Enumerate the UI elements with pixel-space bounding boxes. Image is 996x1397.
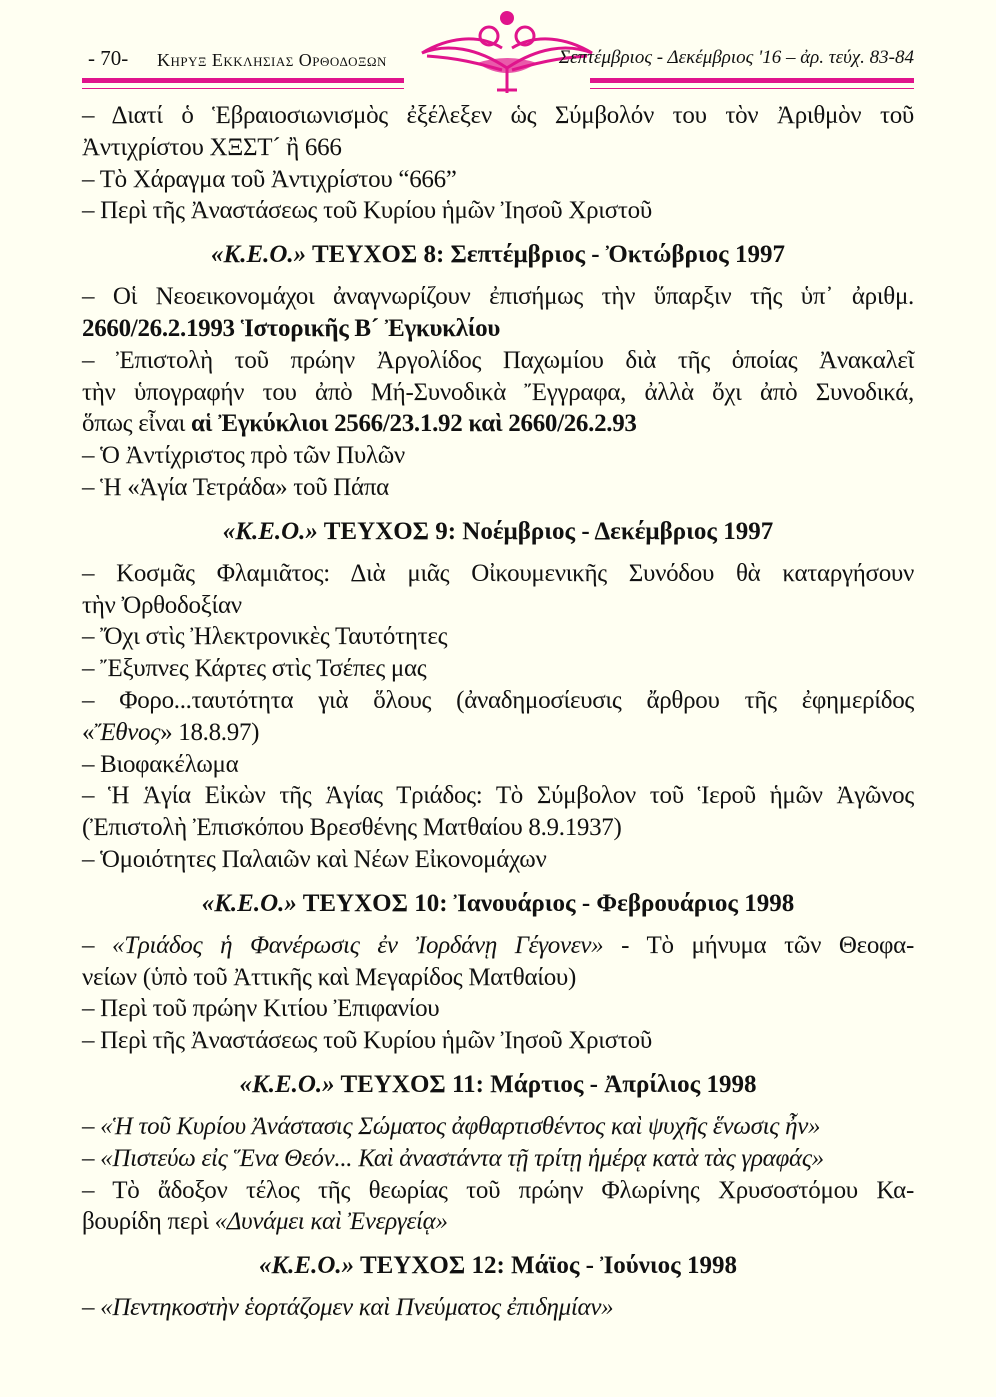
text-line bbox=[82, 717, 914, 749]
text-line bbox=[82, 962, 914, 994]
text-line bbox=[82, 812, 914, 844]
text-segment: Ἔθνος bbox=[94, 718, 161, 746]
text-segment: » 18.8.97) bbox=[160, 718, 260, 746]
text-segment: νείων (ὑπὸ τοῦ Ἀττικῆς καὶ Μεγαρίδος Ματθαίου) bbox=[82, 963, 577, 991]
list-item bbox=[82, 345, 914, 440]
text-line bbox=[82, 132, 914, 164]
text-segment: – Τὸ ἄδοξον τέλος τῆς θεωρίας τοῦ πρώην Φλωρίνης Χρυσοστόμου Κα- bbox=[82, 1176, 914, 1204]
list-item bbox=[82, 653, 914, 685]
text-line bbox=[82, 653, 914, 685]
header-rule-right bbox=[590, 78, 914, 83]
text-segment: «Ἡ τοῦ Κυρίου Ἀνάστασις Σώματος ἀφθαρτισθέντος καὶ ψυχῆς ἕνωσις ἦν» bbox=[100, 1112, 821, 1140]
header-rule-left bbox=[82, 78, 404, 83]
text-segment: ΤΕΥΧΟΣ 8: Σεπτέμβριος - Ὀκτώβριος 1997 bbox=[306, 241, 785, 269]
text-line bbox=[82, 281, 914, 313]
text-segment: «Πιστεύω εἰς Ἕνα Θεόν... Καὶ ἀναστάντα τῇ τρίτῃ ἡμέρᾳ κατὰ τὰς γραφάς» bbox=[100, 1144, 824, 1172]
text-line bbox=[82, 472, 914, 504]
text-line bbox=[82, 1250, 914, 1281]
text-line bbox=[82, 100, 914, 132]
text-segment: – Ὁ Ἀντίχριστος πρὸ τῶν Πυλῶν bbox=[82, 442, 405, 470]
text-line bbox=[82, 408, 914, 440]
text-segment: τὴν Ὀρθοδοξίαν bbox=[82, 591, 242, 619]
text-segment: ΤΕΥΧΟΣ 10: Ἰανουάριος - Φεβρουάριος 1998 bbox=[296, 889, 795, 917]
text-segment: – Περὶ τοῦ πρώην Κιτίου Ἐπιφανίου bbox=[82, 995, 440, 1023]
text-line bbox=[82, 558, 914, 590]
text-line bbox=[82, 1025, 914, 1057]
text-line bbox=[82, 1069, 914, 1100]
text-segment: ΤΕΥΧΟΣ 9: Νοέμβριος - Δεκέμβριος 1997 bbox=[317, 517, 774, 545]
text-segment: – Ὁμοιότητες Παλαιῶν καὶ Νέων Εἰκονομάχων bbox=[82, 845, 547, 873]
issue-info: Σεπτέμβριος - Δεκέμβριος '16 – ἀρ. τεύχ. 83-84 bbox=[558, 47, 914, 68]
text-line bbox=[82, 377, 914, 409]
text-line bbox=[82, 844, 914, 876]
text-segment: «Τριάδος ἡ Φανέρωσις ἐν Ἰορδάνῃ Γέγονεν» bbox=[112, 931, 604, 959]
text-line bbox=[82, 313, 914, 345]
text-segment: – Ἡ «Ἁγία Τετράδα» τοῦ Πάπα bbox=[82, 473, 389, 501]
list-item bbox=[82, 1292, 914, 1324]
journal-title: Κηρυξ Εκκλησιας Ορθοδοξων bbox=[157, 50, 387, 70]
text-segment: (Ἐπιστολὴ Ἐπισκόπου Βρεσθένης Ματθαίου 8.9.1937) bbox=[82, 814, 622, 842]
text-segment: τὴν ὑπογραφήν του ἀπὸ Μή-Συνοδικὰ Ἔγγραφα, ἀλλὰ ὄχι ἀπὸ Συνοδικά, bbox=[82, 378, 914, 406]
text-segment: ΤΕΥΧΟΣ 12: Μάϊος - Ἰούνιος 1998 bbox=[354, 1252, 737, 1280]
text-line bbox=[82, 1143, 914, 1175]
list-item bbox=[82, 558, 914, 622]
text-segment: «Κ.Ε.Ο.» bbox=[222, 517, 318, 545]
text-segment: ὅπως εἶναι bbox=[82, 410, 192, 438]
text-segment: « bbox=[82, 718, 95, 746]
text-line bbox=[82, 888, 914, 919]
issue-heading bbox=[82, 1069, 914, 1100]
text-line bbox=[82, 685, 914, 717]
text-line bbox=[82, 1206, 914, 1238]
list-item bbox=[82, 195, 914, 227]
text-segment: – Ἐπιστολὴ τοῦ πρώην Ἀργολίδος Παχωμίου διὰ τῆς ὁποίας Ἀνακαλεῖ bbox=[82, 346, 914, 374]
text-line bbox=[82, 780, 914, 812]
issue-heading bbox=[82, 239, 914, 270]
header-thin-rule-right bbox=[590, 88, 914, 89]
list-item bbox=[82, 780, 914, 844]
text-segment: – Φορο...ταυτότητα γιὰ ὅλους (ἀναδημοσίευσις ἄρθρου τῆς ἐφημερίδος bbox=[82, 686, 914, 714]
text-line bbox=[82, 516, 914, 547]
text-segment: – Βιοφακέλωμα bbox=[82, 750, 239, 778]
text-line bbox=[82, 1111, 914, 1143]
text-segment: – bbox=[82, 1144, 101, 1172]
text-line bbox=[82, 164, 914, 196]
text-segment: ΤΕΥΧΟΣ 11: Μάρτιος - Ἀπρίλιος 1998 bbox=[334, 1070, 757, 1098]
text-segment: – Ὄχι στὶς Ἠλεκτρονικὲς Ταυτότητες bbox=[82, 623, 448, 651]
text-line bbox=[82, 345, 914, 377]
list-item bbox=[82, 993, 914, 1025]
list-item bbox=[82, 164, 914, 196]
text-segment: – Περὶ τῆς Ἀναστάσεως τοῦ Κυρίου ἡμῶν Ἰησοῦ Χριστοῦ bbox=[82, 197, 652, 225]
text-line bbox=[82, 239, 914, 270]
list-item bbox=[82, 281, 914, 345]
text-segment: - Τὸ μήνυμα τῶν Θεοφα- bbox=[603, 931, 914, 959]
list-item bbox=[82, 749, 914, 781]
text-segment: – bbox=[82, 931, 113, 959]
text-line bbox=[82, 930, 914, 962]
text-segment: «Δυνάμει καὶ Ἐνεργείᾳ» bbox=[214, 1208, 448, 1236]
text-line bbox=[82, 1175, 914, 1207]
list-item bbox=[82, 685, 914, 749]
text-segment: «Κ.Ε.Ο.» bbox=[201, 889, 297, 917]
text-line bbox=[82, 590, 914, 622]
text-line bbox=[82, 993, 914, 1025]
article-list bbox=[82, 100, 914, 1324]
text-line bbox=[82, 440, 914, 472]
text-segment: – bbox=[82, 1294, 101, 1322]
text-segment: Ἀντιχρίστου ΧΞΣΤ´ ἢ 666 bbox=[82, 133, 342, 161]
text-segment: – Διατί ὁ Ἑβραιοσιωνισμὸς ἐξέλεξεν ὡς Σύμβολόν του τὸν Ἀριθμὸν τοῦ bbox=[82, 102, 914, 129]
text-segment: «Κ.Ε.Ο.» bbox=[239, 1070, 335, 1098]
text-line bbox=[82, 195, 914, 227]
text-segment: – Κοσμᾶς Φλαμιᾶτος: Διὰ μιᾶς Οἰκουμενικῆς Συνόδου θὰ καταργήσουν bbox=[82, 559, 914, 587]
text-segment: – Ἔξυπνες Κάρτες στὶς Τσέπες μας bbox=[82, 655, 427, 683]
running-header bbox=[82, 30, 914, 90]
text-line bbox=[82, 1292, 914, 1324]
list-item bbox=[82, 1175, 914, 1239]
text-segment: 2660/26.2.1993 Ἱστορικῆς Β´ Ἐγκυκλίου bbox=[82, 314, 501, 342]
text-segment: «Κ.Ε.Ο.» bbox=[211, 241, 307, 269]
text-segment: – Οἱ Νεοεικονομάχοι ἀναγνωρίζουν ἐπισήμως τὴν ὕπαρξιν τῆς ὑπ᾽ ἀριθμ. bbox=[82, 283, 914, 311]
issue-heading bbox=[82, 888, 914, 919]
text-segment: – Τὸ Χάραγμα τοῦ Ἀντιχρίστου “666” bbox=[82, 165, 457, 193]
list-item bbox=[82, 1025, 914, 1057]
list-item bbox=[82, 621, 914, 653]
issue-heading bbox=[82, 516, 914, 547]
list-item bbox=[82, 1143, 914, 1175]
list-item bbox=[82, 844, 914, 876]
issue-heading bbox=[82, 1250, 914, 1281]
text-segment: «Πεντηκοστὴν ἑορτάζομεν καὶ Πνεύματος ἐπιδημίαν» bbox=[100, 1294, 614, 1322]
text-segment: «Κ.Ε.Ο.» bbox=[259, 1252, 355, 1280]
text-segment: – Ἡ Ἁγία Εἰκὼν τῆς Ἁγίας Τριάδος: Τὸ Σύμβολον τοῦ Ἱεροῦ ἡμῶν Ἀγῶνος bbox=[82, 782, 914, 810]
text-segment: αἱ Ἐγκύκλιοι 2566/23.1.92 καὶ 2660/26.2.93 bbox=[191, 410, 637, 438]
page-number: - 70- bbox=[88, 46, 129, 70]
header-thin-rule-left bbox=[82, 88, 404, 89]
list-item bbox=[82, 930, 914, 994]
text-segment: – Περὶ τῆς Ἀναστάσεως τοῦ Κυρίου ἡμῶν Ἰησοῦ Χριστοῦ bbox=[82, 1027, 652, 1055]
list-item bbox=[82, 440, 914, 472]
text-line bbox=[82, 621, 914, 653]
list-item bbox=[82, 1111, 914, 1143]
list-item bbox=[82, 472, 914, 504]
text-segment: – bbox=[82, 1112, 101, 1140]
text-segment: βουρίδη περὶ bbox=[82, 1208, 215, 1236]
list-item bbox=[82, 100, 914, 164]
text-line bbox=[82, 749, 914, 781]
